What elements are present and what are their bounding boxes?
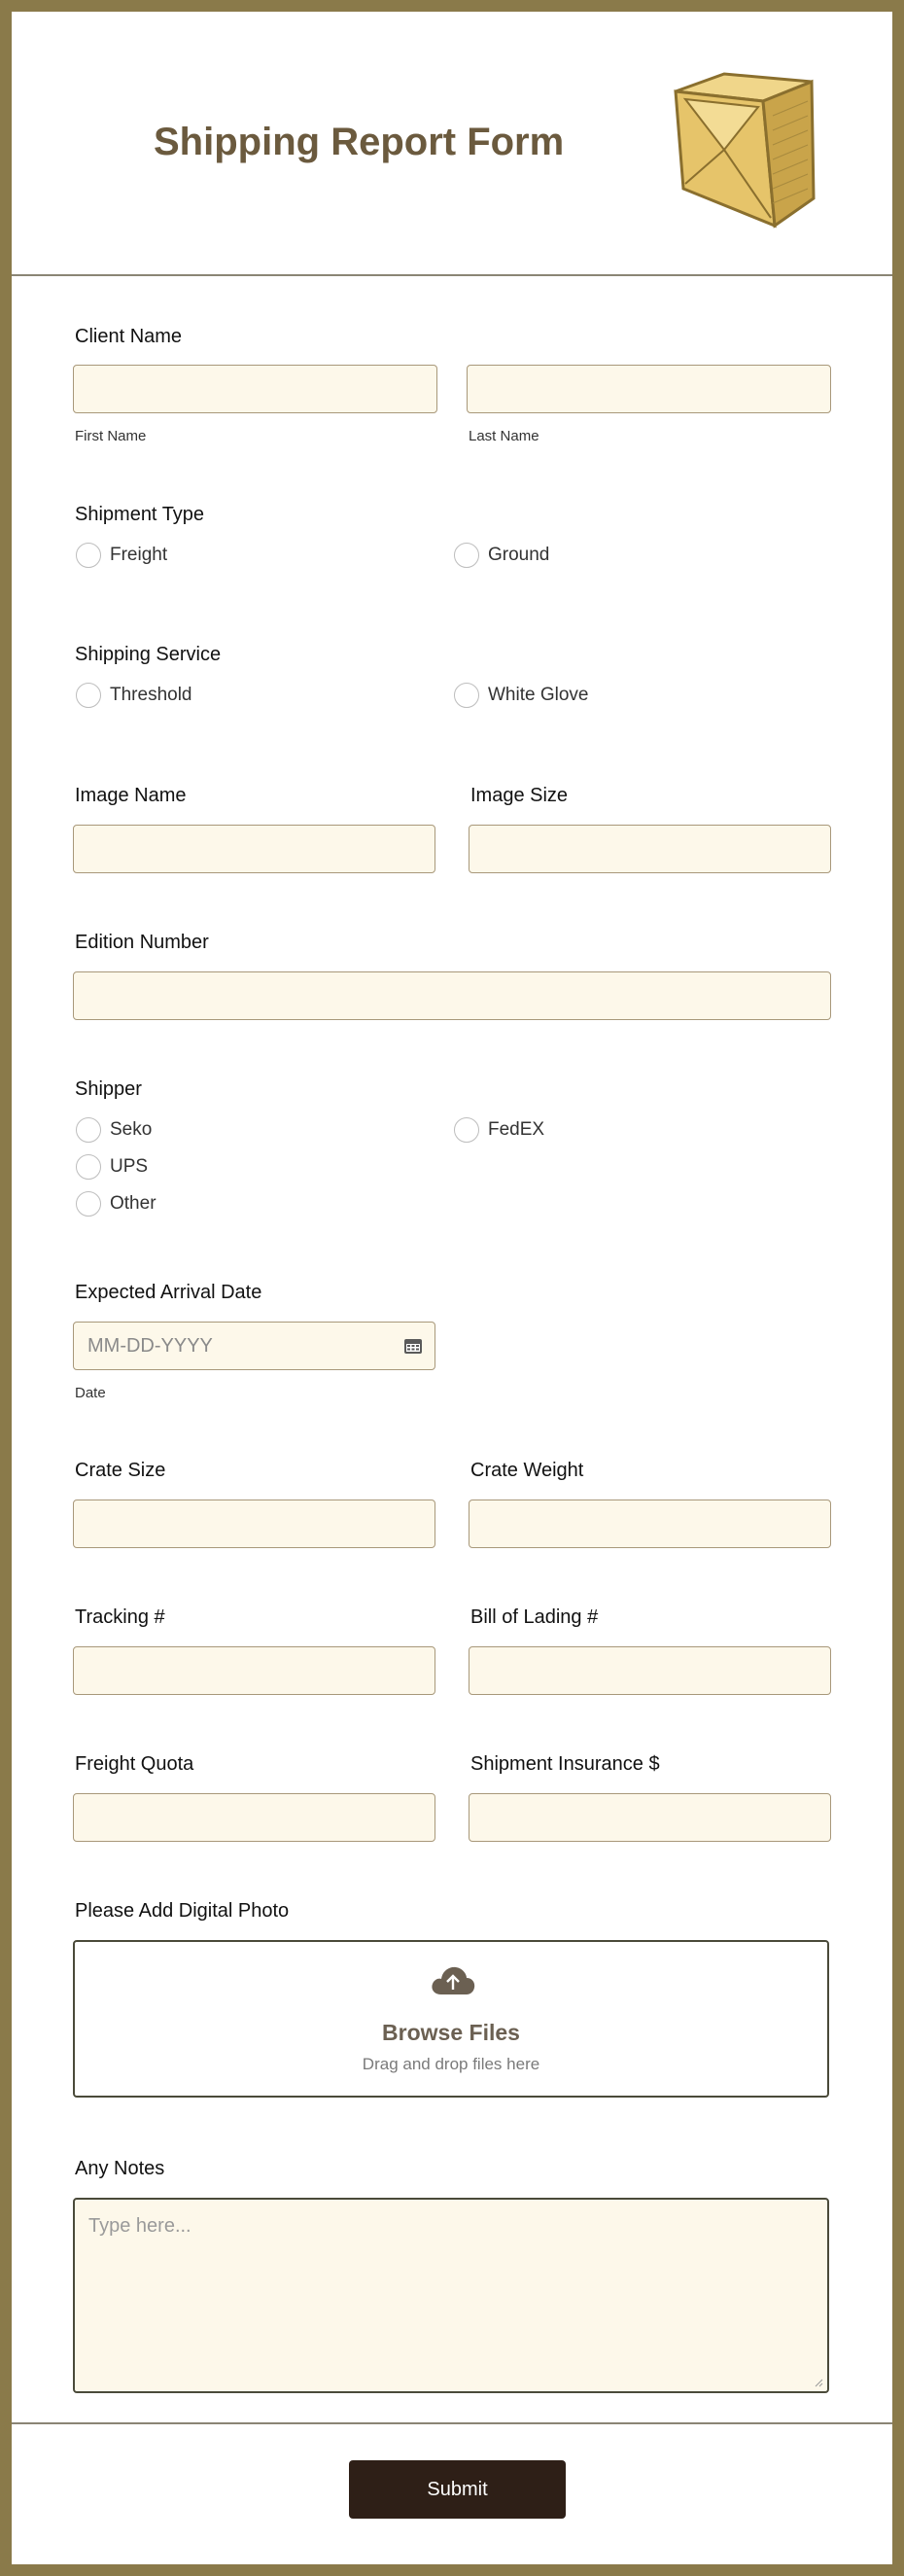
form-title: Shipping Report Form [154,121,565,163]
photo-label: Please Add Digital Photo [75,1900,290,1922]
crate-size-input[interactable] [73,1500,435,1548]
bill-of-lading-input[interactable] [469,1646,831,1695]
radio-label: White Glove [488,685,589,705]
insurance-label: Shipment Insurance $ [470,1753,660,1775]
shipment-type-label: Shipment Type [75,504,205,525]
image-size-label: Image Size [470,785,569,806]
date-sublabel: Date [75,1385,106,1401]
shipper-label: Shipper [75,1078,142,1100]
radio-circle[interactable] [76,1154,101,1180]
resize-grip-icon[interactable] [814,2378,823,2387]
footer-divider [12,2422,892,2424]
date-placeholder: MM-DD-YYYY [87,1334,213,1357]
browse-files-button[interactable]: Browse Files [382,2020,520,2045]
arrival-date-label: Expected Arrival Date [75,1282,262,1303]
freight-quota-input[interactable] [73,1793,435,1842]
radio-other[interactable] [76,1191,156,1217]
bill-of-lading-label: Bill of Lading # [470,1606,599,1628]
radio-label: FedEX [488,1119,545,1140]
insurance-input[interactable] [469,1793,831,1842]
crate-weight-label: Crate Weight [470,1460,584,1481]
arrival-date-input[interactable] [73,1322,435,1370]
radio-circle[interactable] [76,1191,101,1217]
radio-circle[interactable] [76,1117,101,1143]
first-name-input[interactable] [73,365,437,413]
last-name-sublabel: Last Name [469,428,539,444]
edition-number-label: Edition Number [75,932,209,953]
radio-label: Other [110,1193,156,1214]
radio-freight[interactable] [76,543,167,568]
notes-label: Any Notes [75,2158,165,2179]
notes-textarea[interactable] [73,2198,829,2393]
radio-label: UPS [110,1156,149,1177]
radio-circle[interactable] [76,543,101,568]
edition-number-input[interactable] [73,971,831,1020]
radio-label: Seko [110,1119,153,1140]
radio-ups[interactable] [76,1154,148,1180]
radio-ground[interactable] [454,543,549,568]
package-box-icon [666,62,826,237]
upload-cloud-icon [430,1963,476,1996]
crate-weight-input[interactable] [469,1500,831,1548]
calendar-icon[interactable] [403,1336,423,1356]
tracking-input[interactable] [73,1646,435,1695]
radio-white-glove[interactable] [454,683,588,708]
image-size-input[interactable] [469,825,831,873]
image-name-input[interactable] [73,825,435,873]
file-upload-dropzone[interactable] [73,1940,829,2098]
submit-button[interactable]: Submit [349,2460,566,2519]
radio-label: Threshold [110,685,192,705]
radio-label: Freight [110,545,168,565]
radio-fedex[interactable] [454,1117,544,1143]
tracking-label: Tracking # [75,1606,165,1628]
last-name-input[interactable] [467,365,831,413]
drag-drop-hint: Drag and drop files here [362,2055,540,2073]
image-name-label: Image Name [75,785,187,806]
radio-threshold[interactable] [76,683,192,708]
form-header [12,12,892,276]
radio-circle[interactable] [454,683,479,708]
first-name-sublabel: First Name [75,428,147,444]
radio-label: Ground [488,545,550,565]
radio-circle[interactable] [76,683,101,708]
client-name-label: Client Name [75,326,183,347]
form-card [12,12,892,2564]
crate-size-label: Crate Size [75,1460,166,1481]
radio-circle[interactable] [454,1117,479,1143]
notes-placeholder: Type here... [88,2215,191,2237]
freight-quota-label: Freight Quota [75,1753,194,1775]
radio-circle[interactable] [454,543,479,568]
radio-seko[interactable] [76,1117,152,1143]
shipping-service-label: Shipping Service [75,644,222,665]
